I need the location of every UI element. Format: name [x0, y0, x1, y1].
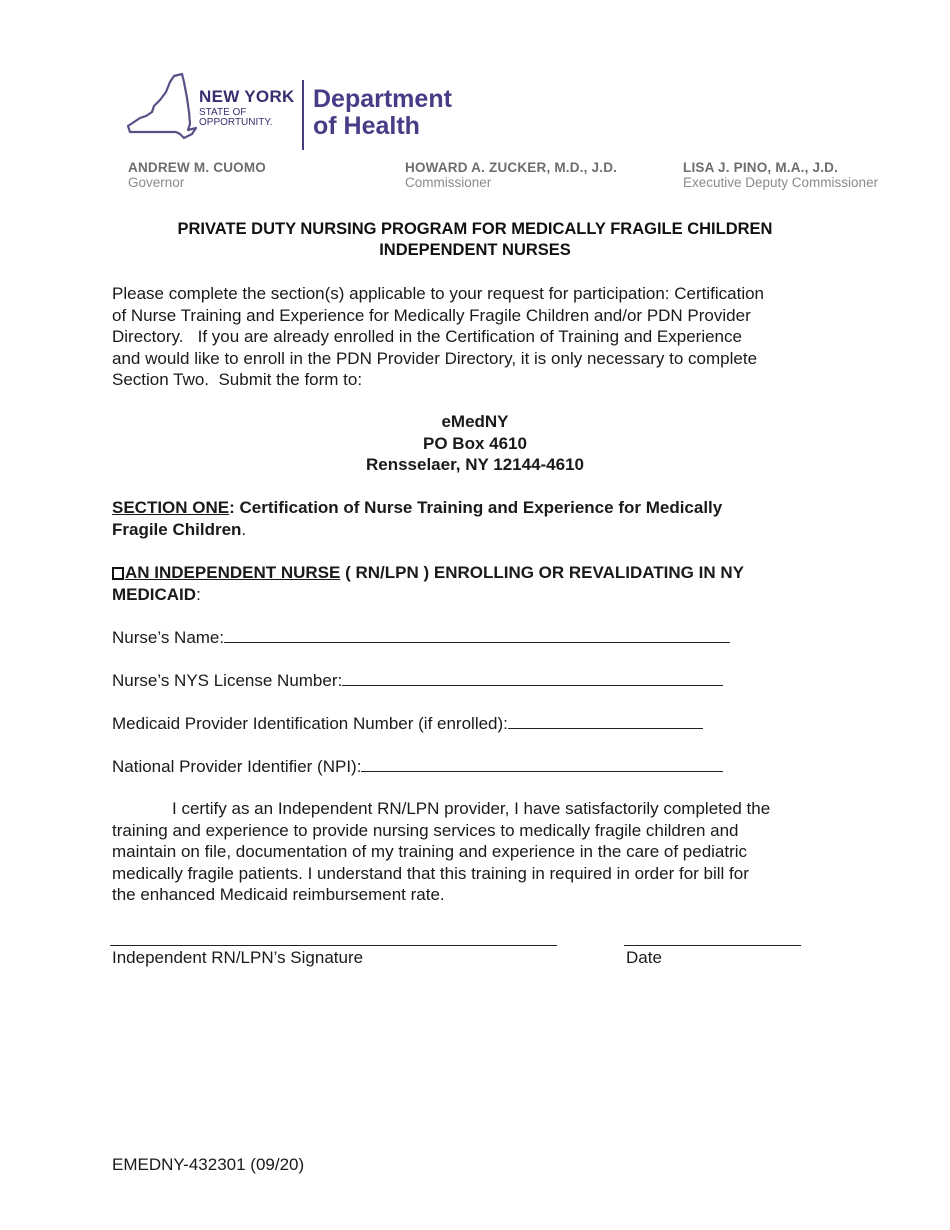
medicaid-id-label: Medicaid Provider Identification Number (if enrolled):: [112, 714, 508, 733]
intro-line: and would like to enroll in the PDN Provider Directory, it is only necessary to complete: [112, 348, 758, 368]
nurse-name-label: Nurse’s Name:: [112, 628, 225, 647]
official-name: LISA J. PINO, M.A., J.D.: [683, 160, 839, 175]
independent-nurse-checkbox[interactable]: [112, 567, 124, 580]
logo-divider: [302, 80, 304, 150]
intro-line: Please complete the section(s) applicable to your request for participation: Certification: [112, 284, 765, 303]
signature-label: Independent RN/LPN’s Signature: [112, 948, 364, 967]
section-one-title-part2: Fragile Children: [112, 519, 242, 539]
logo-tagline-line1: STATE OF: [199, 107, 247, 118]
section-one-title-part1: : Certification of Nurse Training and Experience for Medically: [229, 498, 723, 517]
section-one-period: .: [241, 519, 247, 539]
certification-paragraph: [112, 798, 852, 906]
form-code: EMEDNY-432301 (09/20): [112, 1155, 305, 1174]
nurse-name-field[interactable]: [224, 626, 730, 643]
certification-line: maintain on file, documentation of my training and experience in the care of pediatric: [112, 842, 748, 861]
license-number-label: Nurse’s NYS License Number:: [112, 671, 343, 690]
medicaid-id-field[interactable]: [508, 712, 703, 729]
intro-line: Section Two. Submit the form to:: [112, 370, 363, 389]
section-one-heading: [112, 497, 852, 540]
certification-line: medically fragile patients. I understand that this training in required in order for bill for: [112, 863, 749, 883]
official-title: Executive Deputy Commissioner: [683, 175, 879, 190]
enroll-option: [112, 562, 852, 605]
official-deputy-commissioner: [683, 160, 878, 190]
certification-line: I certify as an Independent RN/LPN provider, I have satisfactorily completed the: [172, 799, 771, 818]
nys-map-outline-icon: [126, 72, 198, 150]
logo-tagline-line2: OPPORTUNITY.: [199, 117, 273, 128]
address-line2: PO Box 4610: [423, 433, 527, 453]
mailing-address: [275, 411, 675, 476]
logo-dept-line2: of Health: [313, 112, 420, 140]
enroll-option-label-line2: MEDICAID: [112, 584, 197, 604]
official-name: ANDREW M. CUOMO: [128, 160, 266, 175]
official-governor: [128, 160, 266, 190]
title-line2: INDEPENDENT NURSES: [379, 241, 571, 259]
official-title: Commissioner: [405, 175, 492, 190]
intro-line: of Nurse Training and Experience for Medically Fragile Children and/or PDN Provider: [112, 305, 751, 325]
logo-tagline: [199, 108, 273, 128]
intro-line: Directory. If you are already enrolled in the Certification of Training and Experience: [112, 327, 742, 346]
npi-row: [112, 755, 723, 778]
nurse-name-row: [112, 626, 730, 649]
intro-paragraph: [112, 283, 852, 391]
title-line1: PRIVATE DUTY NURSING PROGRAM FOR MEDICALLY FRAGILE CHILDREN: [177, 220, 773, 238]
enroll-option-colon: :: [196, 584, 201, 604]
address-line3: Rensselaer, NY 12144-4610: [365, 455, 585, 474]
enroll-option-label-underlined: AN INDEPENDENT NURSE: [125, 563, 341, 582]
license-number-row: [112, 669, 723, 692]
enroll-option-label-rest: ( RN/LPN ) ENROLLING OR REVALIDATING IN NY: [340, 563, 744, 582]
date-field[interactable]: [624, 945, 801, 946]
certification-line: the enhanced Medicaid reimbursement rate.: [112, 885, 445, 904]
logo-department: [313, 86, 452, 140]
document-title: [100, 219, 850, 261]
signature-field[interactable]: [110, 945, 557, 946]
logo-state-name: NEW YORK: [199, 87, 295, 106]
certification-line: training and experience to provide nursing services to medically fragile children and: [112, 820, 739, 840]
license-number-field[interactable]: [342, 669, 723, 686]
official-name: HOWARD A. ZUCKER, M.D., J.D.: [405, 160, 618, 175]
date-label: Date: [626, 948, 662, 967]
official-title: Governor: [128, 175, 185, 190]
npi-label: National Provider Identifier (NPI):: [112, 757, 362, 776]
section-one-label: SECTION ONE: [112, 498, 230, 517]
medicaid-id-row: [112, 712, 703, 735]
npi-field[interactable]: [361, 755, 723, 772]
logo-dept-line1: Department: [313, 85, 452, 113]
address-line1: eMedNY: [441, 412, 509, 431]
official-commissioner: [405, 160, 617, 190]
